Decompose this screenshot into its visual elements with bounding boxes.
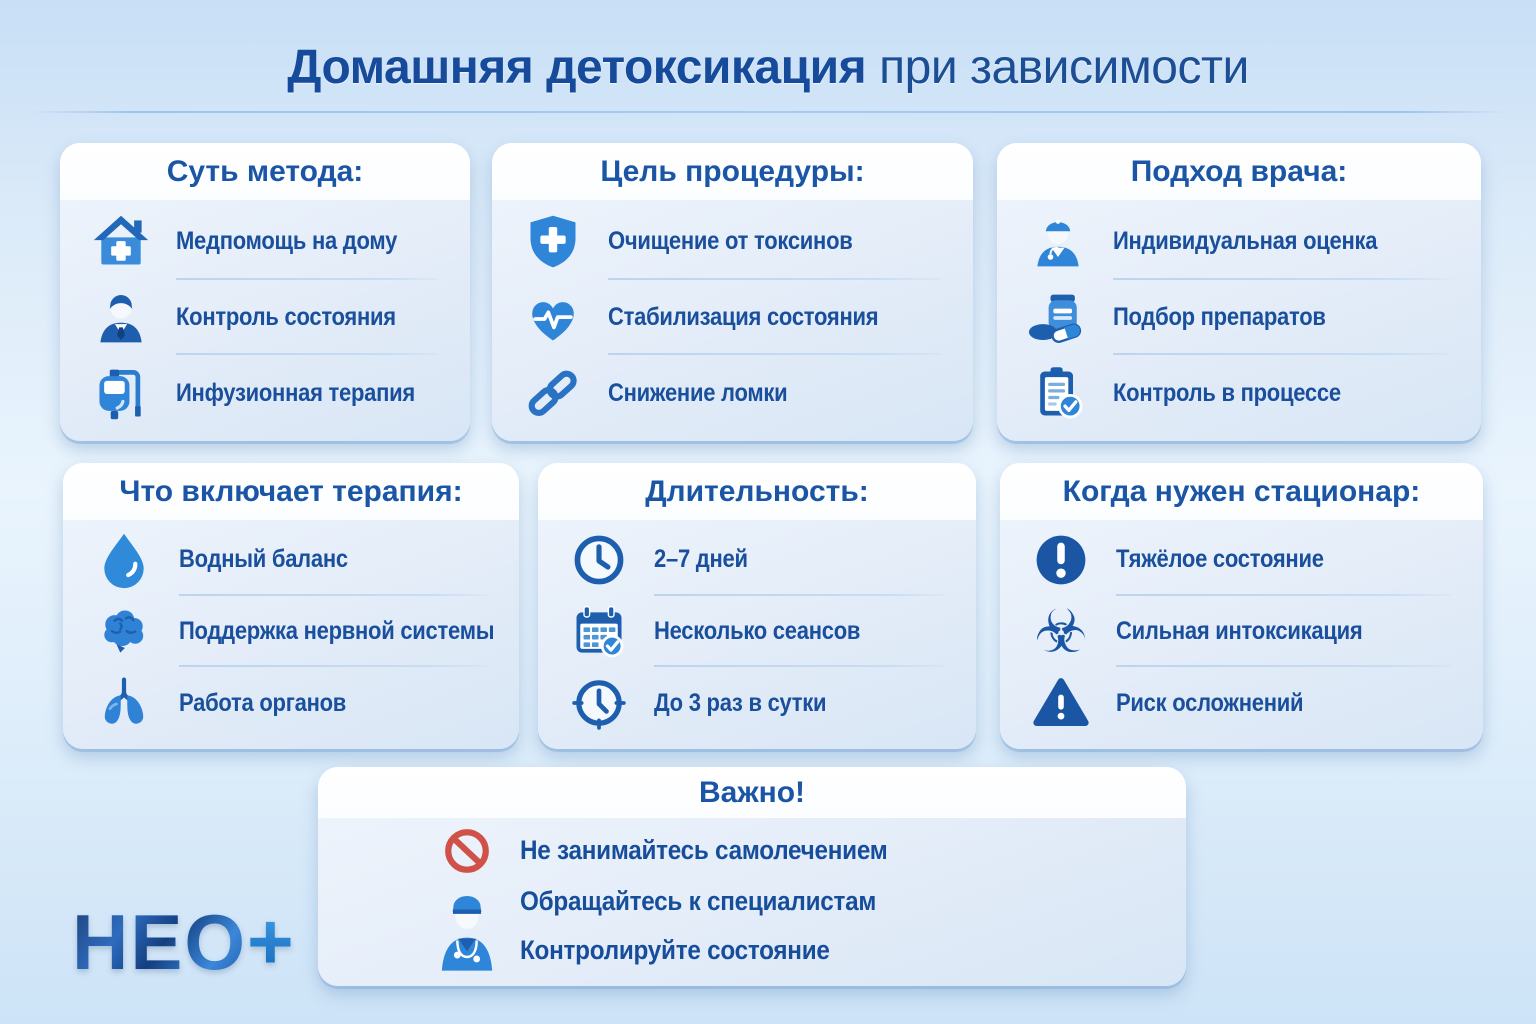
- card-item: [90, 280, 442, 356]
- medication-icon: [1027, 287, 1089, 349]
- brain-icon: [93, 601, 155, 663]
- card-duration: [538, 463, 976, 749]
- card-item: [568, 667, 948, 739]
- card-body: [538, 520, 976, 749]
- house-medical-icon: [90, 211, 152, 273]
- biohazard-icon: ☣: [1034, 596, 1088, 667]
- item-label: Тяжёлое состояние: [1116, 545, 1324, 574]
- item-label: Сильная интоксикация: [1116, 617, 1363, 645]
- item-label: Снижение ломки: [608, 378, 788, 407]
- card-item: [522, 204, 945, 280]
- logo-plus-icon: +: [247, 897, 294, 986]
- card-essence: [60, 143, 470, 441]
- neo-plus-logo: [72, 896, 294, 988]
- card-item: [1030, 524, 1455, 596]
- item-label: Контроль состояния: [176, 303, 396, 331]
- exclamation-circle-icon: [1030, 529, 1092, 591]
- item-label: Поддержка нервной системы: [179, 617, 495, 645]
- item-label: Индивидуальная оценка: [1113, 227, 1378, 256]
- item-label: Несколько сеансов: [654, 617, 861, 645]
- card-item: [1030, 667, 1455, 739]
- card-title: Что включает терапия:: [63, 463, 519, 520]
- iv-drip-icon: [90, 362, 152, 424]
- item-label: Подбор препаратов: [1113, 303, 1326, 331]
- card-item: [90, 204, 442, 280]
- chain-link-icon: [522, 362, 584, 424]
- shield-cross-icon: [522, 211, 584, 273]
- card-body: [492, 200, 973, 441]
- card-item: [93, 596, 495, 668]
- title-divider: [28, 111, 1508, 113]
- calendar-check-icon: [568, 601, 630, 663]
- card-therapy: [63, 463, 519, 749]
- item-label: Стабилизация состояния: [608, 303, 879, 331]
- card-approach: [997, 143, 1481, 441]
- warning-triangle-icon: [1030, 672, 1092, 734]
- card-body: [432, 818, 1072, 986]
- item-label: Медпомощь на дому: [176, 227, 398, 256]
- clock-icon: [568, 529, 630, 591]
- item-label: 2–7 дней: [654, 545, 748, 574]
- item-label: Не занимайтесь самолечением: [520, 835, 888, 865]
- prohibition-icon: [432, 826, 502, 876]
- item-label: Обращайтесь к специалистам: [520, 886, 877, 916]
- card-important: [318, 767, 1186, 986]
- card-item: [522, 355, 945, 431]
- card-item: [568, 596, 948, 668]
- doctor-cap-icon: [1027, 211, 1089, 273]
- surgeon-icon: [432, 881, 502, 971]
- item-label: До 3 раз в сутки: [654, 688, 827, 717]
- item-label: Риск осложнений: [1116, 688, 1304, 717]
- card-item: [1030, 596, 1455, 668]
- card-title: Суть метода:: [60, 143, 470, 200]
- card-item: [522, 280, 945, 356]
- card-item: [1027, 280, 1453, 356]
- heart-pulse-icon: [522, 287, 584, 349]
- card-title: Цель процедуры:: [492, 143, 973, 200]
- card-item: [90, 355, 442, 431]
- card-item: [93, 524, 491, 596]
- card-item: [93, 667, 491, 739]
- item-label: Инфузионная терапия: [176, 378, 415, 407]
- card-title: Длительность:: [538, 463, 976, 520]
- item-label: Очищение от токсинов: [608, 227, 853, 256]
- item-label: Контроль в процессе: [1113, 378, 1341, 407]
- page-title-regular: при зависимости: [879, 41, 1249, 94]
- card-body: [997, 200, 1481, 441]
- card-item: [1027, 355, 1453, 431]
- item-label: Контролируйте состояние: [520, 934, 830, 965]
- card-title: Важно!: [318, 767, 1186, 818]
- page-title: [0, 40, 1536, 95]
- clipboard-check-icon: [1027, 362, 1089, 424]
- item-label: Водный баланс: [179, 545, 348, 574]
- card-body: [63, 520, 519, 749]
- card-goal: [492, 143, 973, 441]
- card-title: Подход врача:: [997, 143, 1481, 200]
- card-body: [1000, 520, 1483, 749]
- card-title: Когда нужен стационар:: [1000, 463, 1483, 520]
- card-hospital: [1000, 463, 1483, 749]
- logo-text: НЕО: [72, 897, 248, 986]
- item-label: Работа органов: [179, 688, 347, 717]
- card-body: [60, 200, 470, 441]
- doctor-icon: [90, 287, 152, 349]
- water-drop-icon: [93, 529, 155, 591]
- page-title-bold: Домашняя детоксикация: [287, 41, 867, 94]
- lungs-icon: [93, 672, 155, 734]
- card-item: [568, 524, 948, 596]
- clock-ticks-icon: [568, 672, 630, 734]
- card-item: [1027, 204, 1453, 280]
